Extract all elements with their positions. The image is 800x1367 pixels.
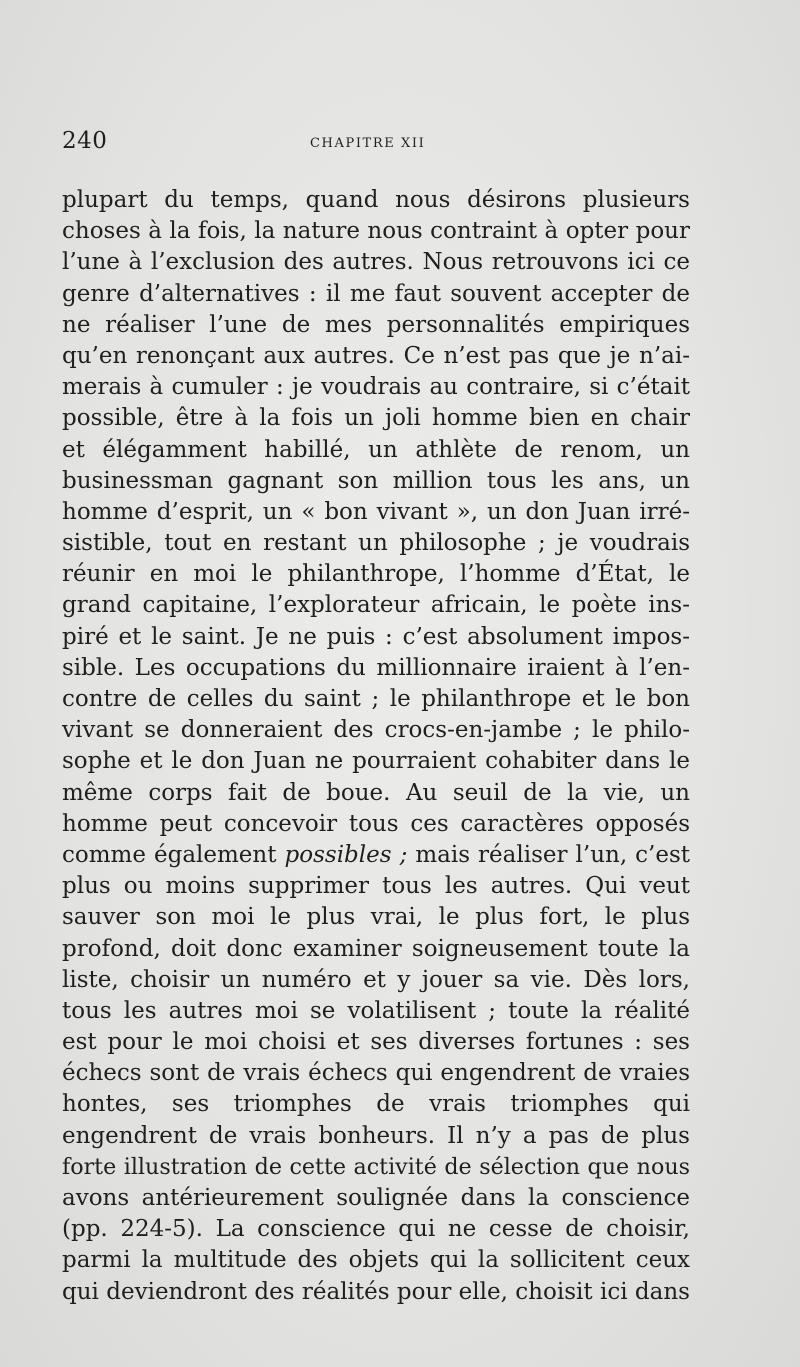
text-line: vivant se donneraient des crocs-en-jambe ; le philo-: [62, 717, 690, 744]
text-line: contre de celles du saint ; le philanthrope et le bon: [62, 686, 690, 712]
text-line: échecs sont de vrais échecs qui engendrent de vraies: [62, 1060, 690, 1087]
text-line: sistible, tout en restant un philosophe ; je voudrais: [62, 530, 690, 557]
text-line: forte illustration de cette activité de sélection que nous: [62, 1153, 690, 1180]
text-line: tous les autres moi se volatilisent ; toute la réalité: [62, 997, 690, 1024]
text-line: plus ou moins supprimer tous les autres. Qui veut: [62, 873, 690, 900]
text-segment: mais réaliser l’un, c’est: [407, 841, 691, 868]
text-line: liste, choisir un numéro et y jouer sa vie. Dès lors,: [62, 966, 690, 993]
italic-word: possibles ;: [284, 841, 408, 868]
text-line: engendrent de vrais bonheurs. Il n’y a pas de plus: [62, 1122, 690, 1149]
text-line-with-italic: [62, 840, 690, 871]
text-line: profond, doit donc examiner soigneusement toute la: [62, 935, 690, 962]
text-line: sible. Les occupations du millionnaire iraient à l’en-: [62, 654, 690, 681]
text-line: ne réaliser l’une de mes personnalités empiriques: [62, 311, 690, 338]
text-line: réunir en moi le philanthrope, l’homme d’État, le: [62, 561, 690, 588]
text-line: est pour le moi choisi et ses diverses fortunes : ses: [62, 1029, 690, 1056]
text-line: homme peut concevoir tous ces caractères opposés: [62, 810, 690, 837]
page-number: 240: [62, 128, 108, 154]
text-line: hontes, ses triomphes de vrais triomphes qui: [62, 1091, 690, 1118]
text-line: sophe et le don Juan ne pourraient cohabiter dans le: [62, 748, 690, 775]
text-line: l’une à l’exclusion des autres. Nous retrouvons ici ce: [62, 249, 690, 276]
text-line: qu’en renonçant aux autres. Ce n’est pas que je n’ai-: [62, 342, 690, 369]
text-line: avons antérieurement soulignée dans la conscience: [62, 1185, 690, 1211]
text-line: piré et le saint. Je ne puis : c’est absolument impos-: [62, 623, 690, 650]
running-header: [62, 128, 694, 164]
text-line: genre d’alternatives : il me faut souvent accepter de: [62, 280, 690, 307]
text-line: possible, être à la fois un joli homme bien en chair: [62, 405, 690, 432]
text-segment: comme également: [62, 841, 285, 868]
text-line: grand capitaine, l’explorateur africain, le poète ins-: [62, 592, 690, 619]
text-line: (pp. 224-5). La conscience qui ne cesse de choisir,: [62, 1216, 690, 1243]
text-line: même corps fait de boue. Au seuil de la vie, un: [62, 779, 690, 806]
text-line: homme d’esprit, un « bon vivant », un don Juan irré-: [62, 498, 690, 525]
text-line: plupart du temps, quand nous désirons plusieurs: [62, 187, 690, 213]
text-line: parmi la multitude des objets qui la sollicitent ceux: [62, 1247, 690, 1274]
text-line: qui deviendront des réalités pour elle, choisit ici dans: [62, 1278, 690, 1305]
text-line: et élégamment habillé, un athlète de renom, un: [62, 436, 690, 463]
text-line: businessman gagnant son million tous les ans, un: [62, 467, 690, 494]
body-text: [62, 185, 690, 1308]
chapter-title: CHAPITRE XII: [310, 136, 426, 151]
text-line: merais à cumuler : je voudrais au contraire, si c’était: [62, 374, 690, 401]
text-line: sauver son moi le plus vrai, le plus fort, le plus: [62, 904, 690, 931]
text-line: choses à la fois, la nature nous contraint à opter pour: [62, 218, 690, 245]
